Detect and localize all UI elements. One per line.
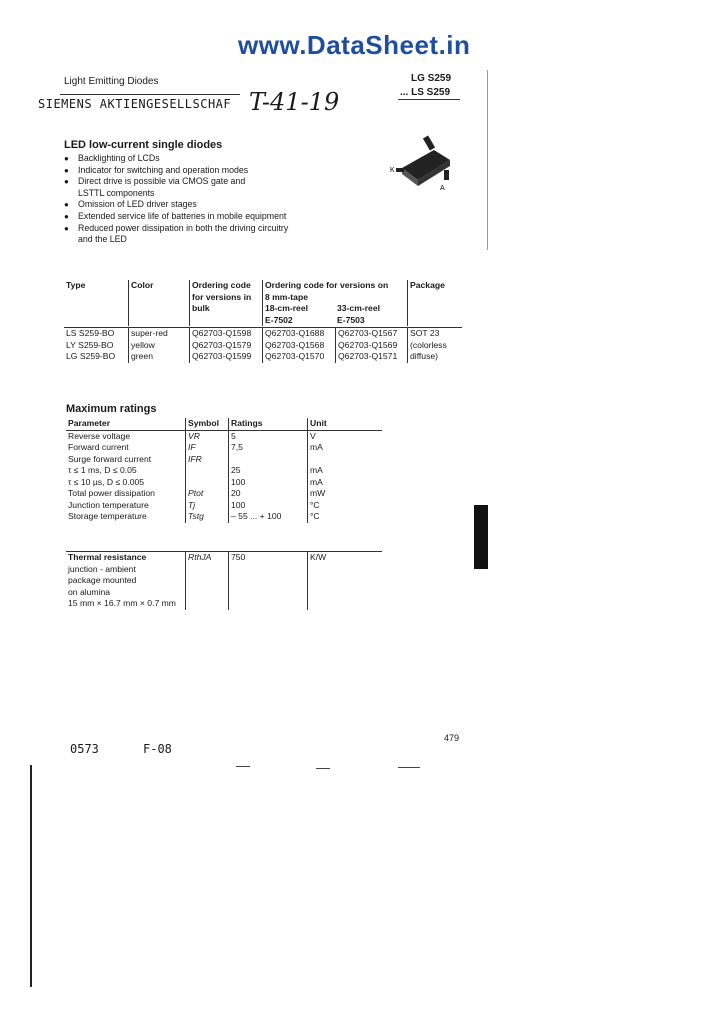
package-lead-icon (423, 135, 435, 150)
feature-item: ● Backlighting of LCDs (64, 153, 288, 165)
table-row: Junction temperature Tj 100 °C (68, 499, 320, 510)
max-ratings-table (66, 418, 382, 523)
cathode-label: K (390, 167, 395, 174)
table-row: τ ≤ 10 µs, D ≤ 0.005 100 mA (68, 476, 323, 487)
feature-item: ● Direct drive is possible via CMOS gate and (64, 176, 288, 188)
feature-list (64, 153, 288, 246)
watermark: www.DataSheet.in (238, 30, 471, 60)
col-unit: Unit (308, 418, 383, 430)
feature-item: ● Reduced power dissipation in both the driving circuitry (64, 223, 288, 235)
company-stamp: SIEMENS AKTIENGESELLSCHAF (38, 97, 232, 111)
header-rule-right (398, 99, 460, 100)
header-rule (60, 94, 240, 95)
scan-artifact (487, 70, 488, 250)
scan-artifact (316, 768, 330, 769)
feature-item: LSTTL components (78, 187, 155, 198)
col-ratings: Ratings (229, 418, 308, 430)
table-row: Reverse voltage VR 5 V (68, 430, 316, 441)
table-row: LY S259-BO yellow Q62703-Q1579 Q62703-Q1568 Q62703-Q1569 (colorless (66, 339, 447, 350)
category-heading: Light Emitting Diodes (64, 76, 159, 87)
table-row: LG S259-BO green Q62703-Q1599 Q62703-Q1570 Q62703-Q1571 diffuse) (66, 351, 439, 361)
table-row: τ ≤ 1 ms, D ≤ 0.05 25 mA (68, 465, 323, 475)
footer-code: 0573 (70, 742, 99, 756)
col-color: Color (129, 280, 190, 326)
scan-artifact (398, 767, 420, 768)
scan-edge-mark (30, 765, 32, 987)
edge-marker (474, 505, 488, 569)
table-row: Surge forward current IFR (66, 454, 382, 466)
col-package: Package (410, 280, 445, 290)
table-row: Storage temperature Tstg – 55 ... + 100 °C (68, 511, 320, 521)
feature-item: ● Extended service life of batteries in mobile equipment (64, 211, 288, 223)
col-symbol: Symbol (186, 418, 229, 430)
scan-artifact (236, 766, 250, 767)
sot23-package-illustration (390, 128, 460, 198)
footer-code-secondary: F-08 (143, 742, 172, 756)
col-tape: Ordering code for versions on 8 mm-tape 18-cm-reel 33-cm-reel E-7502 E-7503 (263, 280, 408, 326)
max-ratings-title: Maximum ratings (66, 403, 157, 415)
page-number: 479 (444, 733, 460, 743)
handwritten-code: T-41-19 (249, 88, 340, 116)
part-number-primary: LG S259 (411, 73, 452, 84)
product-title: LED low-current single diodes (64, 139, 223, 151)
feature-item: ● Indicator for switching and operation modes (64, 165, 288, 177)
col-bulk: Ordering code for versions in bulk (190, 280, 263, 326)
ordering-table (64, 280, 462, 363)
thermal-table: Thermal resistance RthJA 750 K/W junction - ambient package mounted on alumina 15 mm × 16.7 mm × 0.7 mm (66, 551, 382, 610)
col-type: Type (64, 280, 129, 326)
table-row: Thermal resistance RthJA 750 K/W (66, 552, 382, 564)
anode-label: A (440, 185, 445, 192)
feature-item: ● Omission of LED driver stages (64, 199, 288, 211)
feature-item: and the LED (78, 234, 127, 245)
col-parameter: Parameter (66, 418, 186, 430)
table-row: Total power dissipation Ptot 20 mW (68, 488, 326, 498)
table-row: Forward current IF 7,5 mA (68, 442, 323, 452)
table-row: LS S259-BO super-red Q62703-Q1598 Q62703-Q1688 Q62703-Q1567 SOT 23 (66, 328, 440, 338)
part-number-secondary: ... LS S259 (400, 87, 451, 98)
